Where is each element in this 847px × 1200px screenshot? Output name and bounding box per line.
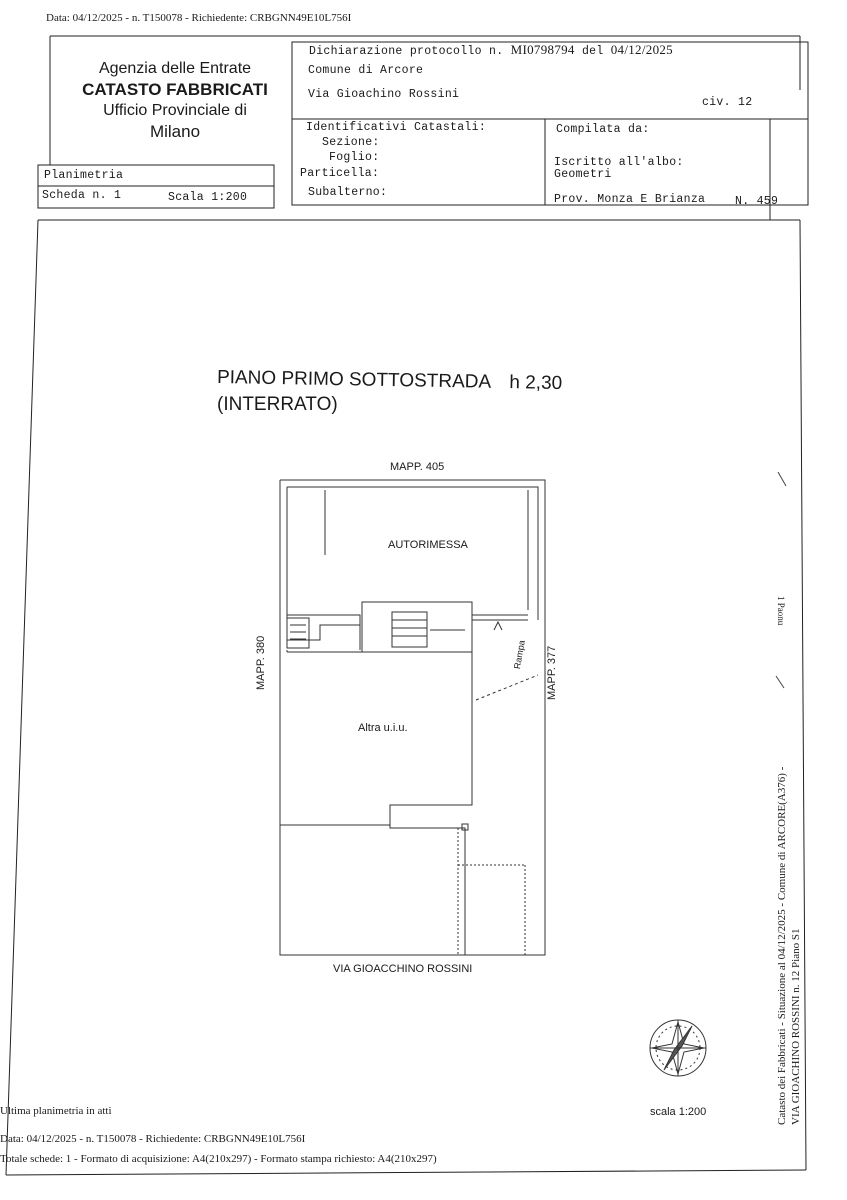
side-situation-text: Catasto dei Fabbricati - Situazione al 04/12/2025 - Comune di ARCORE(A376) - [776, 766, 788, 1125]
agency-department: CATASTO FABBRICATI [82, 80, 268, 99]
plan-height: h 2,30 [509, 372, 563, 395]
agency-office: Ufficio Provinciale di [103, 102, 247, 119]
ramp-label: Rampa [512, 639, 527, 670]
footer-line2: Totale schede: 1 - Formato di acquisizione: A4(210x297) - Formato stampa richiesto: A4(210x297) [0, 1153, 437, 1165]
province-label: Prov. Monza E Brianza [554, 193, 706, 206]
plan-subtitle: (INTERRATO) [217, 394, 338, 415]
side-margin-note: 1 Paonu [776, 596, 786, 626]
protocol-label: Dichiarazione protocollo n. [309, 45, 504, 58]
mapp-north: MAPP. 405 [390, 461, 445, 473]
protocol-del: del [581, 45, 604, 58]
geometri-label: Geometri [554, 168, 612, 181]
plan-title-line1: PIANO PRIMO SOTTOSTRADA [216, 366, 491, 393]
foglio-label: Foglio: [329, 151, 380, 164]
protocol-line [309, 42, 673, 58]
room-other-unit: Altra u.i.u. [358, 722, 408, 734]
particella-label: Particella: [300, 167, 380, 180]
mapp-east: MAPP. 377 [546, 645, 558, 700]
mapp-west: MAPP. 380 [255, 635, 267, 690]
identifiers-title: Identificativi Catastali: [306, 121, 487, 134]
civic-number: civ. 12 [702, 96, 753, 109]
compass-icon [650, 1020, 706, 1076]
room-garage: AUTORIMESSA [388, 539, 468, 551]
scheda-label: Scheda n. 1 [42, 189, 122, 202]
scale-note: scala 1:200 [650, 1106, 707, 1118]
sezione-label: Sezione: [322, 136, 380, 149]
subalterno-label: Subalterno: [308, 186, 388, 199]
comune: Comune di Arcore [308, 64, 424, 77]
compilata-label: Compilata da: [556, 123, 650, 136]
agency-name: Agenzia delle Entrate [98, 60, 252, 77]
street-label: VIA GIOACCHINO ROSSINI [333, 963, 473, 975]
protocol-number: MI0798794 [510, 42, 575, 57]
agency-city: Milano [149, 122, 201, 141]
agency-header [60, 58, 290, 142]
planimetria-label: Planimetria [44, 169, 124, 182]
margin-ticks [776, 472, 786, 688]
address: Via Gioachino Rossini [308, 88, 460, 101]
albo-number: N. 459 [735, 195, 779, 208]
side-address-text: VIA GIOACHINO ROSSINI n. 12 Piano S1 [790, 928, 802, 1125]
iscritto-label: Iscritto all'albo: [554, 156, 684, 169]
scale-label: Scala 1:200 [168, 191, 248, 204]
footer-last-plan: Ultima planimetria in atti [0, 1105, 112, 1117]
protocol-date: 04/12/2025 [610, 42, 673, 57]
floor-plan [280, 480, 545, 955]
footer-line1: Data: 04/12/2025 - n. T150078 - Richiedente: CRBGNN49E10L756I [0, 1133, 306, 1145]
top-stamp: Data: 04/12/2025 - n. T150078 - Richiedente: CRBGNN49E10L756I [46, 12, 352, 24]
